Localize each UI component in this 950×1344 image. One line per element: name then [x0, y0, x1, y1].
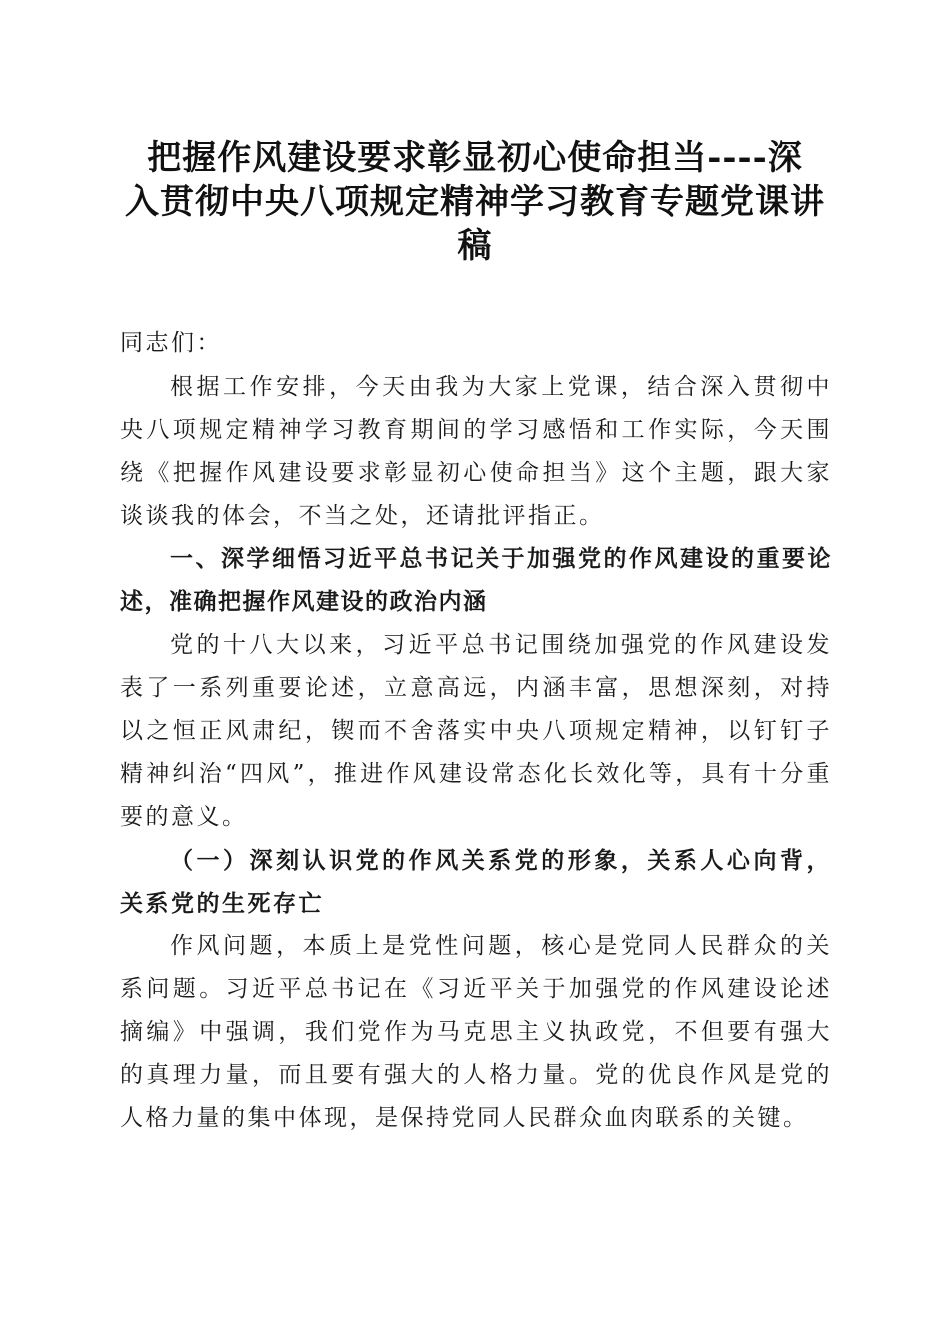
- section-1-paragraph: 党的十八大以来，习近平总书记围绕加强党的作风建设发表了一系列重要论述，立意高远，内涵丰富，思想深刻，对持以之恒正风肃纪，锲而不舍落实中央八项规定精神，以钉钉子精神纠治“四风”，推进作风建设常态化长效化等，具有十分重要的意义。: [120, 632, 832, 830]
- title-line-2: 入贯彻中央八项规定精神学习教育专题党课讲: [125, 182, 825, 222]
- subsection-1-heading: （一）深刻认识党的作风关系党的形象，关系人心向背，关系党的生死存亡: [120, 847, 832, 917]
- salutation: 同志们：: [120, 330, 222, 356]
- title-line-1: 把握作风建设要求彰显初心使命担当----深: [147, 138, 803, 178]
- title-line-3: 稿: [457, 226, 493, 266]
- document-body: [120, 322, 832, 1140]
- section-1-heading: 一、深学细悟习近平总书记关于加强党的作风建设的重要论述，准确把握作风建设的政治内涵: [120, 546, 832, 615]
- intro-paragraph: 根据工作安排，今天由我为大家上党课，结合深入贯彻中央八项规定精神学习教育期间的学习感悟和工作实际，今天围绕《把握作风建设要求彰显初心使命担当》这个主题，跟大家谈谈我的体会，不当之处，还请批评指正。: [120, 374, 832, 529]
- subsection-1-paragraph: 作风问题，本质上是党性问题，核心是党同人民群众的关系问题。习近平总书记在《习近平关于加强党的作风建设论述摘编》中强调，我们党作为马克思主义执政党，不但要有强大的真理力量，而且要有强大的人格力量。党的优良作风是党的人格力量的集中体现，是保持党同人民群众血肉联系的关键。: [120, 933, 832, 1131]
- document-title: [110, 136, 840, 268]
